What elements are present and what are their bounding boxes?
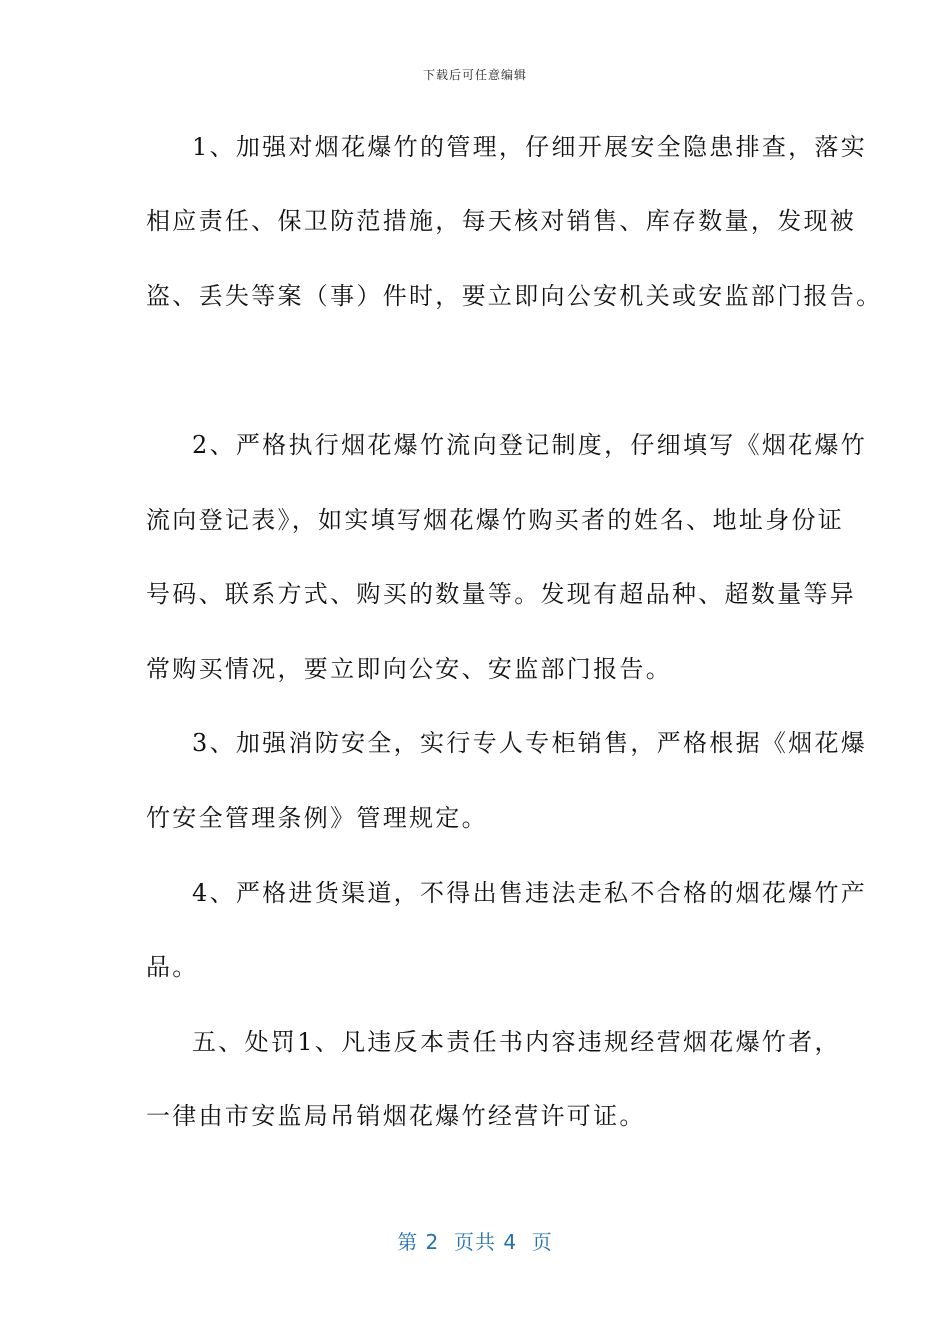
page-number-footer: 第 2 页共 4 页 xyxy=(397,1230,553,1254)
header-note: 下载后可任意编辑 xyxy=(422,68,527,82)
paragraph-5-line-2: 一律由市安监局吊销烟花爆竹经营许可证。 xyxy=(146,1102,646,1130)
paragraph-1-line-1: 1、加强对烟花爆竹的管理，仔细开展安全隐患排查，落实 xyxy=(192,133,868,161)
paragraph-1-line-3: 盗、丢失等案（事）件时，要立即向公安机关或安监部门报告。 xyxy=(146,282,883,310)
paragraph-2-line-3: 号码、联系方式、购买的数量等。发现有超品种、超数量等异 xyxy=(146,580,857,608)
paragraph-2-line-1: 2、严格执行烟花爆竹流向登记制度，仔细填写《烟花爆竹 xyxy=(192,431,868,459)
paragraph-4-line-2: 品。 xyxy=(146,953,199,981)
paragraph-2-line-4: 常购买情况，要立即向公安、安监部门报告。 xyxy=(146,655,672,683)
paragraph-3-line-2: 竹安全管理条例》管理规定。 xyxy=(146,804,488,832)
paragraph-5-line-1: 五、处罚1、凡违反本责任书内容违规经营烟花爆竹者， xyxy=(192,1028,841,1056)
paragraph-1-line-2: 相应责任、保卫防范措施，每天核对销售、库存数量，发现被 xyxy=(146,207,857,235)
paragraph-4-line-1: 4、严格进货渠道，不得出售违法走私不合格的烟花爆竹产 xyxy=(192,879,868,907)
paragraph-3-line-1: 3、加强消防安全，实行专人专柜销售，严格根据《烟花爆 xyxy=(192,729,868,757)
paragraph-2-line-2: 流向登记表》，如实填写烟花爆竹购买者的姓名、地址身份证 xyxy=(146,506,845,534)
